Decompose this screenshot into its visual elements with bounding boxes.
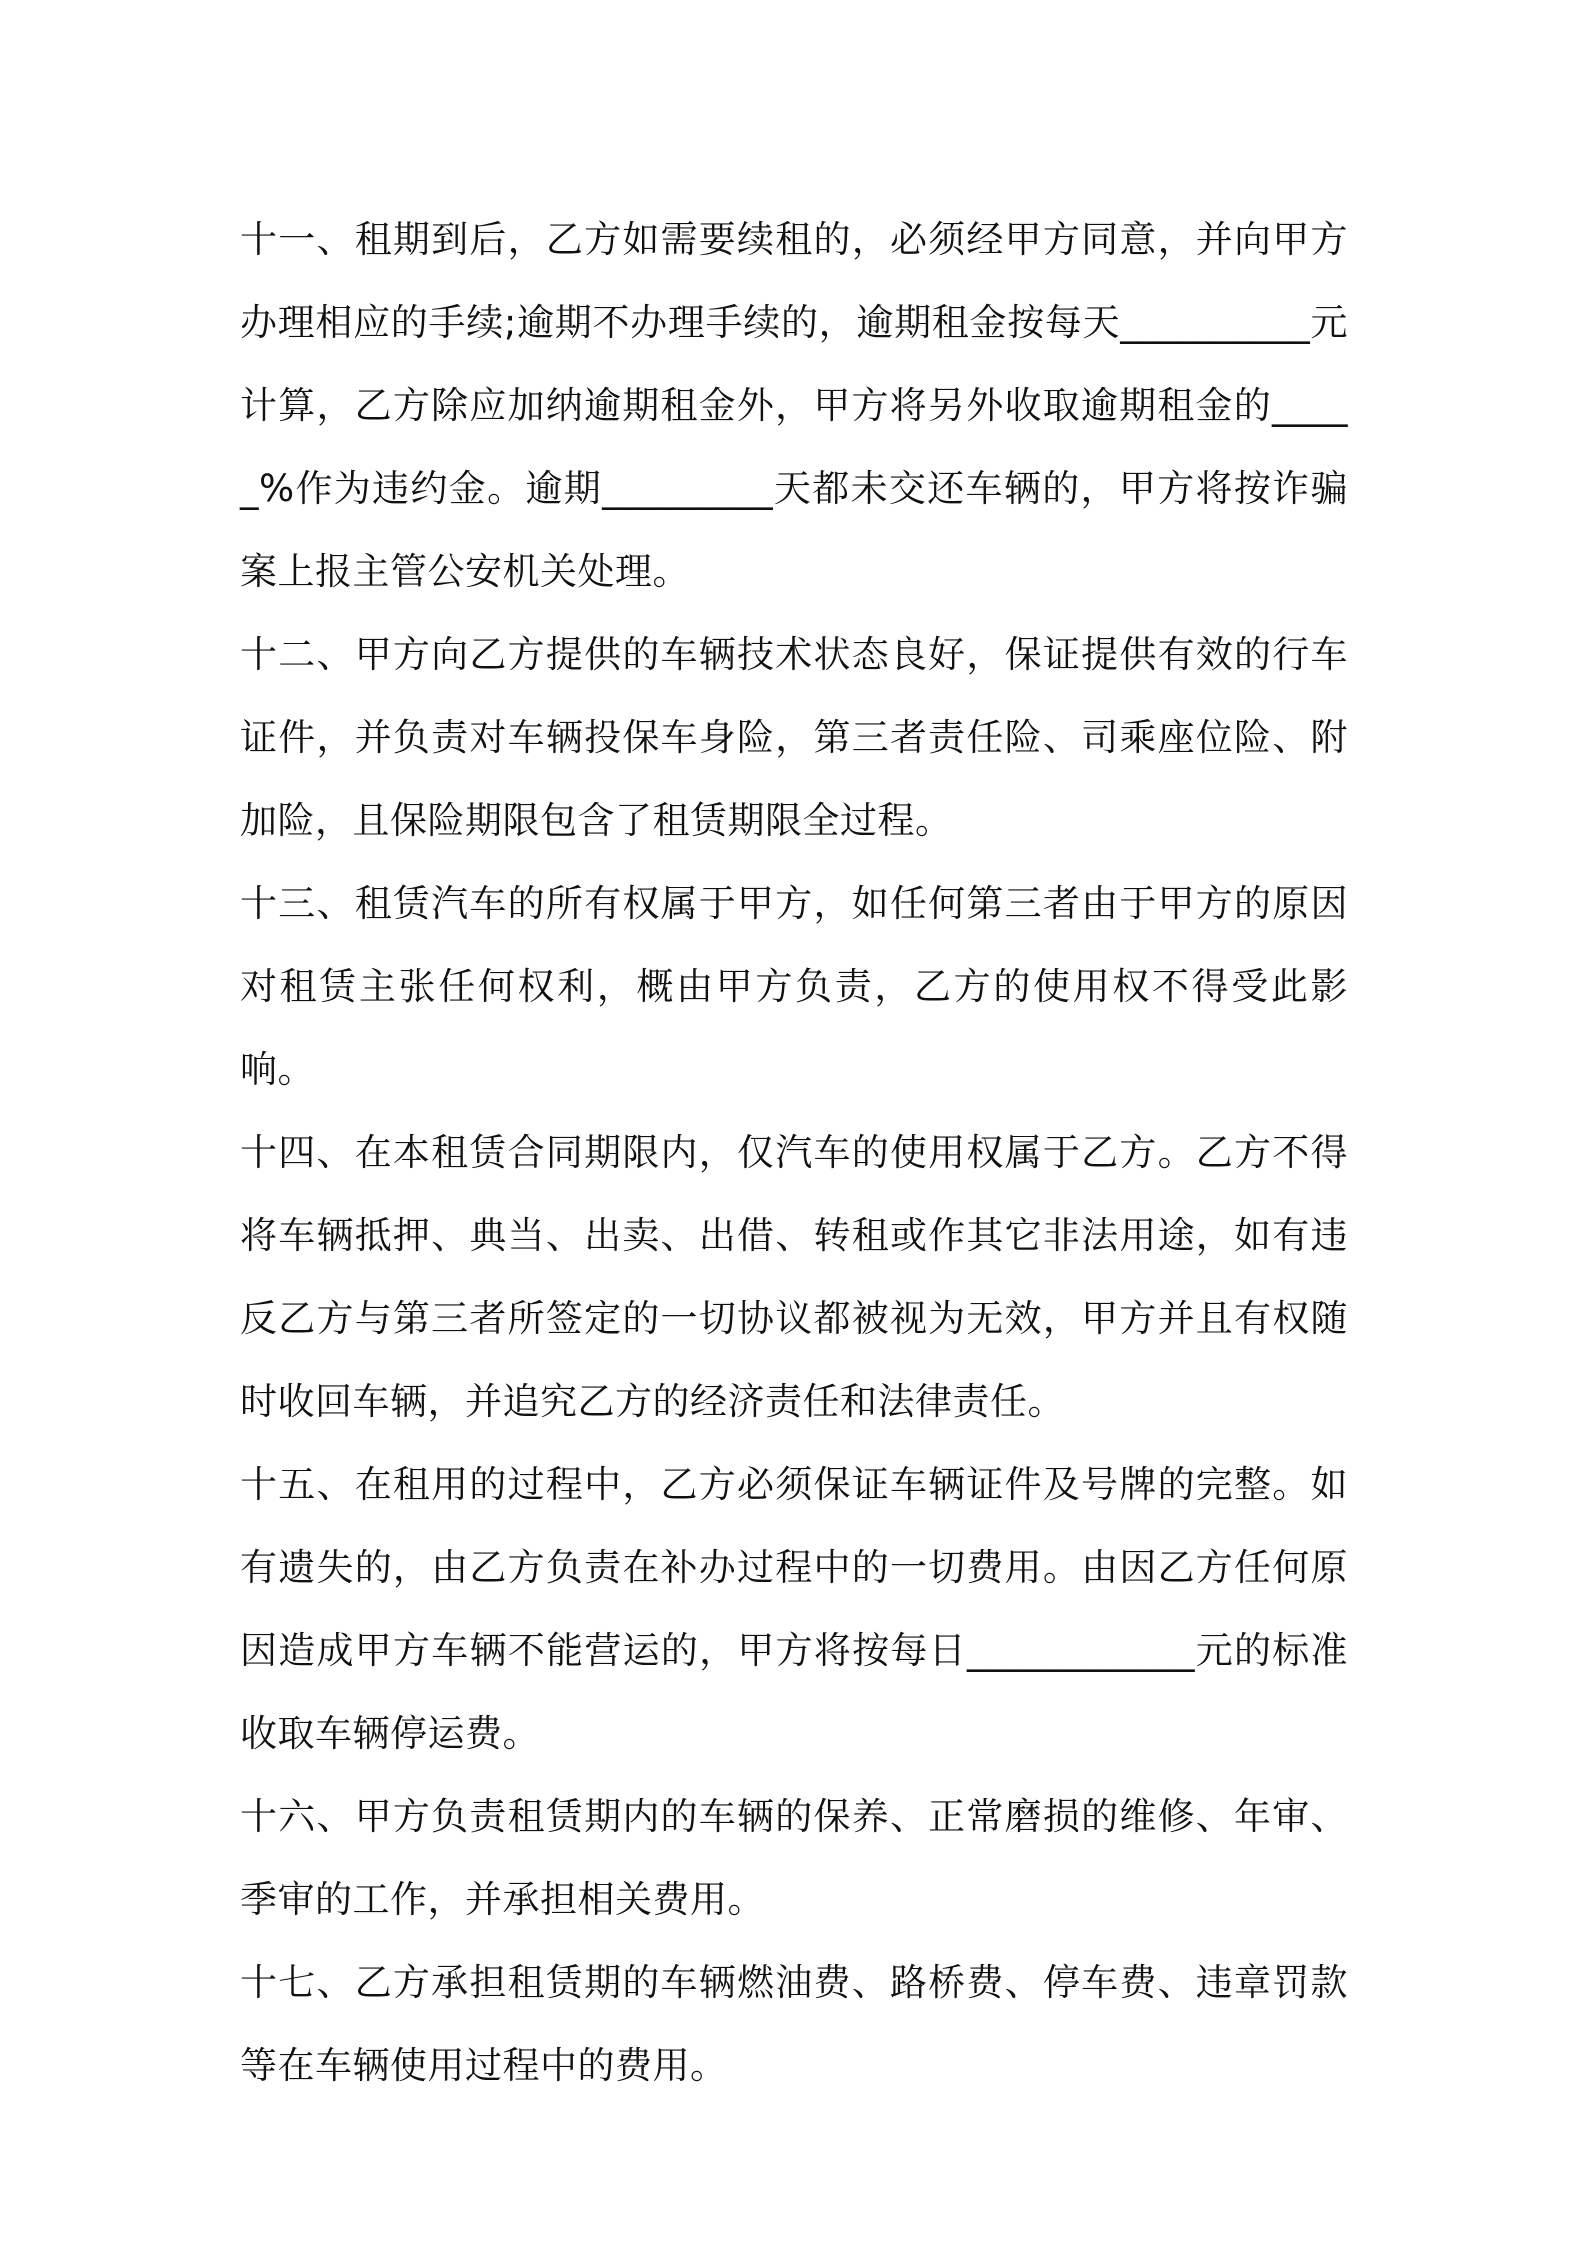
clause-11 bbox=[240, 198, 1348, 613]
clause-12-text: 十二、甲方向乙方提供的车辆技术状态良好，保证提供有效的行车证件，并负责对车辆投保车身险，第三者责任险、司乘座位险、附加险，且保险期限包含了租赁期限全过程。 bbox=[240, 633, 1348, 842]
clause-13-text: 十三、租赁汽车的所有权属于甲方，如任何第三者由于甲方的原因对租赁主张任何权利，概由甲方负责，乙方的使用权不得受此影响。 bbox=[240, 882, 1348, 1091]
clause-16-text: 十六、甲方负责租赁期内的车辆的保养、正常磨损的维修、年审、季审的工作，并承担相关费用。 bbox=[240, 1795, 1348, 1921]
clause-15-text: 十五、在租用的过程中，乙方必须保证车辆证件及号牌的完整。如有遗失的，由乙方负责在补办过程中的一切费用。由因乙方任何原因造成甲方车辆不能营运的，甲方将按每日____________元的标准收取车辆停运费。 bbox=[240, 1463, 1348, 1755]
clause-13 bbox=[240, 862, 1348, 1111]
clause-15 bbox=[240, 1443, 1348, 1775]
clause-17-text: 十七、乙方承担租赁期的车辆燃油费、路桥费、停车费、违章罚款等在车辆使用过程中的费用。 bbox=[240, 1961, 1348, 2087]
clause-14 bbox=[240, 1111, 1348, 1443]
clause-12 bbox=[240, 613, 1348, 862]
document-page bbox=[240, 198, 1348, 2107]
clause-14-text: 十四、在本租赁合同期限内，仅汽车的使用权属于乙方。乙方不得将车辆抵押、典当、出卖、出借、转租或作其它非法用途，如有违反乙方与第三者所签定的一切协议都被视为无效，甲方并且有权随时收回车辆，并追究乙方的经济责任和法律责任。 bbox=[240, 1131, 1348, 1423]
clause-17 bbox=[240, 1941, 1348, 2107]
clause-16 bbox=[240, 1775, 1348, 1941]
clause-11-text: 十一、租期到后，乙方如需要续租的，必须经甲方同意，并向甲方办理相应的手续;逾期不办理手续的，逾期租金按每天__________元计算，乙方除应加纳逾期租金外，甲方将另外收取逾期租金的_____%作为违约金。逾期_________天都未交还车辆的，甲方将按诈骗案上报主管公安机关处理。 bbox=[240, 218, 1348, 593]
